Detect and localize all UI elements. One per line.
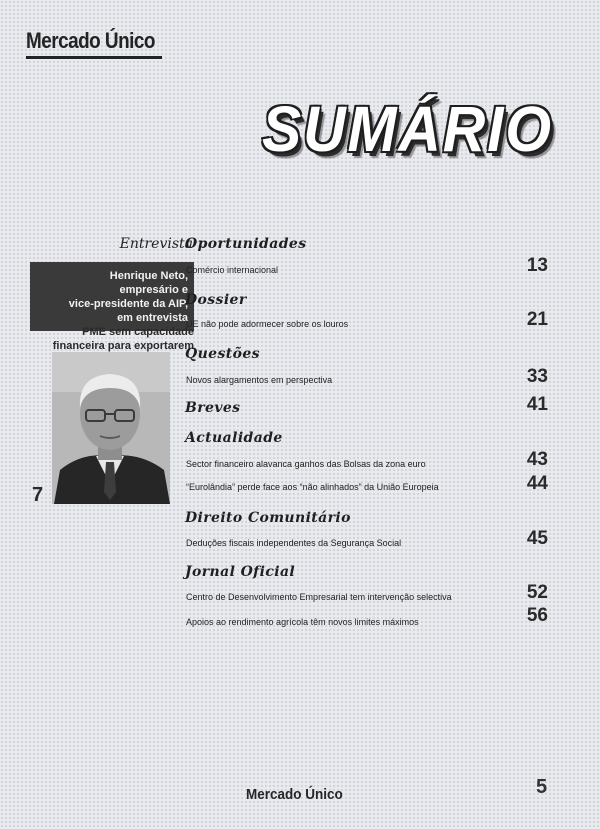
section-title-direito-comunitario: Direito Comunitário: [185, 510, 351, 526]
portrait-illustration: [52, 352, 170, 504]
footer-brand: Mercado Único: [246, 786, 343, 803]
toc-item-text: “Eurolândia” perde face aos “não alinhados” da União Europeia: [186, 482, 439, 492]
toc-item-text: Apoios ao rendimento agrícola têm novos limites máximos: [186, 617, 419, 627]
brand-underline: [26, 56, 162, 59]
toc-item-page: 43: [526, 449, 548, 470]
interview-box-line: vice-presidente da AIP,: [68, 298, 188, 310]
interview-box-line: em entrevista: [117, 312, 188, 324]
interview-box: [30, 262, 194, 331]
interview-page-number: 7: [32, 484, 44, 506]
page-title: SUMÁRIO: [262, 93, 553, 165]
footer-page-number: 5: [536, 776, 548, 798]
toc-item-page: 33: [526, 366, 548, 387]
interview-desc-line: PME sem capacidade: [82, 326, 194, 338]
section-title-dossier: Dossier: [185, 292, 247, 308]
toc-section-page: 41: [526, 394, 548, 415]
interviewee-portrait: [52, 352, 170, 504]
toc-item-page: 52: [526, 582, 548, 603]
section-title-questoes: Questões: [185, 346, 260, 362]
interview-description: [30, 325, 194, 353]
section-title-actualidade: Actualidade: [185, 430, 283, 446]
toc-item-page: 21: [526, 309, 548, 330]
toc-item-page: 56: [526, 605, 548, 626]
interview-box-line: Henrique Neto,: [109, 270, 188, 282]
toc-item-text: Deduções fiscais independentes da Segurança Social: [186, 538, 402, 548]
toc-item-text: Comércio internacional: [186, 265, 279, 275]
toc-item-text: Sector financeiro alavanca ganhos das Bolsas da zona euro: [186, 459, 426, 469]
toc-item-page: 45: [526, 528, 548, 549]
section-title-breves: Breves: [185, 400, 241, 416]
brand-logo: Mercado Único: [26, 28, 155, 53]
interview-box-line: empresário e: [119, 284, 188, 296]
toc-item-text: UE não pode adormecer sobre os louros: [186, 319, 349, 329]
section-title-oportunidades: Oportunidades: [185, 236, 307, 252]
toc-item-page: 44: [526, 473, 548, 494]
toc-item-text: Novos alargamentos em perspectiva: [186, 375, 333, 385]
toc-item-page: 13: [526, 255, 548, 276]
section-title-jornal-oficial: Jornal Oficial: [185, 564, 296, 580]
interview-heading: Entrevista: [119, 236, 193, 252]
toc-item-text: Centro de Desenvolvimento Empresarial tem intervenção selectiva: [186, 592, 452, 602]
interview-desc-line: financeira para exportarem: [52, 340, 194, 352]
